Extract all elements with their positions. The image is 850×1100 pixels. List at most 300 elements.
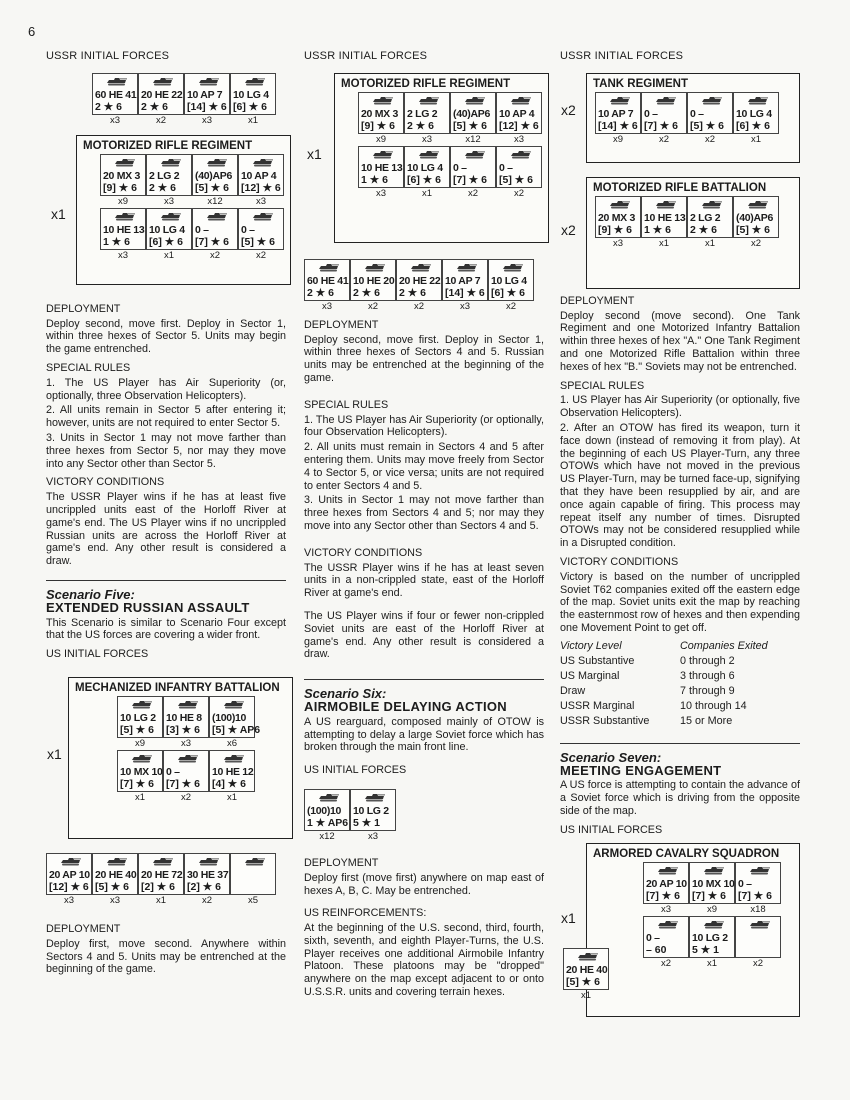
frame-title: MOTORIZED RIFLE BATTALION: [593, 181, 767, 194]
counter-face: [735, 916, 781, 958]
counter-attack-value: 0 –: [690, 107, 704, 120]
counter-attack-value: 10 HE 13: [361, 161, 403, 174]
vehicle-icon: [702, 920, 724, 929]
vehicle-icon: [222, 754, 244, 763]
counter-defense-value: [6] ★ 6: [736, 119, 770, 132]
vehicle-icon: [113, 158, 135, 167]
unit-counter: [230, 853, 276, 907]
counter-multiplier: x1: [247, 114, 259, 126]
counter-attack-value: 0 –: [644, 107, 658, 120]
counter-attack-value: 0 –: [738, 877, 752, 890]
unit-counter: [689, 916, 735, 970]
counter-defense-value: 1 ★ AP6: [307, 816, 349, 829]
special-rule: 2. All units remain in Sector 5 after entering it; however, units are not required to enter Sector 5.: [46, 404, 286, 430]
special-rule: 1. US Player has Air Superiority (or optionally, five Observation Helicopters).: [560, 394, 800, 420]
counter-multiplier: x9: [117, 195, 129, 207]
special-rule: 2. After an OTOW has fired its weapon, turn it face down (instead of removing it from play). At the beginning of each US Player-Turn, any three OTOWs which have not moved in the previous US Player-Turn, may be turned face-up, signifying that they have been resupplied by air, and are once again capable of firing. This process may repeat itself any number of times. Disrupted OTOWs may not be considered resupplied while in a Disrupted condition.: [560, 421, 800, 550]
counter-multiplier: x2: [413, 300, 425, 312]
counter-multiplier: x1: [163, 249, 175, 261]
table-cell: 3 through 6: [680, 669, 735, 682]
unit-counter: [146, 208, 192, 262]
vehicle-icon: [463, 96, 485, 105]
scenario-text: This Scenario is similar to Scenario Four except that the US forces are covering a wider front.: [46, 616, 286, 642]
table-cell: 10 through 14: [680, 699, 747, 712]
unit-counter: [209, 750, 255, 804]
vehicle-icon: [130, 700, 152, 709]
counter-multiplier: x2: [660, 957, 672, 969]
counter-attack-value: 10 AP 4: [499, 107, 535, 120]
vehicle-icon: [746, 200, 768, 209]
table-header: Companies Exited: [680, 639, 768, 652]
vehicle-icon: [130, 754, 152, 763]
counter-multiplier: x9: [706, 903, 718, 915]
counter-multiplier: x1: [421, 187, 433, 199]
vehicle-icon: [700, 200, 722, 209]
counter-attack-value: 10 MX 10: [692, 877, 735, 890]
unit-counter: [735, 862, 781, 916]
counter-attack-value: 10 HE 12: [212, 765, 254, 778]
counter-face: [442, 259, 488, 301]
vehicle-icon: [317, 263, 339, 272]
counter-multiplier: x1: [658, 237, 670, 249]
force-multiplier: x1: [51, 205, 66, 222]
counter-row: [92, 73, 286, 127]
counter-face: [163, 696, 209, 738]
counter-face: [350, 259, 396, 301]
unit-counter: [689, 862, 735, 916]
side-counter-slot: [563, 948, 609, 1002]
vehicle-icon: [409, 263, 431, 272]
counter-multiplier: x3: [375, 187, 387, 199]
vehicle-icon: [654, 200, 676, 209]
heading-ussr-forces: USSR INITIAL FORCES: [304, 50, 428, 62]
counter-face: [100, 208, 146, 250]
deployment-heading: DEPLOYMENT: [46, 922, 121, 935]
counter-multiplier: x1: [704, 237, 716, 249]
table-cell: US Marginal: [560, 669, 620, 682]
unit-counter: [641, 196, 687, 250]
counter-multiplier: x12: [319, 830, 335, 842]
counter-face: [595, 196, 641, 238]
counter-multiplier: x3: [660, 903, 672, 915]
counter-defense-value: 2 ★ 6: [95, 100, 122, 113]
unit-counter: [442, 259, 488, 313]
special-rule: 1. The US Player has Air Superiority (or optionally, four Observation Helicopters).: [304, 413, 544, 439]
reinforcements-text: At the beginning of the U.S. second, third, fourth, sixth, seventh, and eighth Player-Turns, the U.S. Player receives one additional Airmobile Infantry Platoon. These platoons may be "dropped" anywhere on the map except adjacent to or onto U.S.S.R. units and covering terrain hexes.: [304, 922, 544, 999]
column-1: [46, 50, 286, 976]
deployment-text: Deploy first, move second. Anywhere within Sectors 4 and 5. Units may be entrenched at the beginning of the game.: [46, 937, 286, 976]
us-forces-heading: US INITIAL FORCES: [304, 764, 407, 777]
counter-attack-value: 20 HE 22: [399, 274, 441, 287]
counter-defense-value: [7] ★ 6: [646, 889, 680, 902]
vehicle-icon: [371, 96, 393, 105]
counter-defense-value: 1 ★ 6: [644, 223, 671, 236]
vehicle-icon: [455, 263, 477, 272]
unit-counter: [496, 146, 542, 200]
counter-defense-value: 2 ★ 6: [407, 119, 434, 132]
counter-face: [496, 92, 542, 134]
unit-counter: [643, 916, 689, 970]
counter-face: [184, 853, 230, 895]
counter-face: [117, 750, 163, 792]
force-multiplier: x2: [561, 221, 576, 238]
tank-regiment-frame: [561, 73, 800, 163]
counter-attack-value: (100)10: [307, 804, 342, 817]
counter-defense-value: 2 ★ 6: [307, 286, 334, 299]
column-2: [304, 50, 544, 999]
special-rules-heading: SPECIAL RULES: [304, 398, 389, 411]
counter-face: [396, 259, 442, 301]
vehicle-icon: [363, 793, 385, 802]
counter-face: [358, 92, 404, 134]
frame-title: MOTORIZED RIFLE REGIMENT: [341, 77, 511, 90]
scenario-label: Scenario Five:: [46, 586, 135, 602]
counter-attack-value: 0 –: [499, 161, 513, 174]
counter-defense-value: [3] ★ 6: [166, 723, 200, 736]
counter-multiplier: x2: [155, 114, 167, 126]
us-forces-heading: US INITIAL FORCES: [46, 648, 149, 661]
unit-counter: [184, 73, 230, 127]
counter-attack-value: 30 HE 37: [187, 868, 229, 881]
counter-attack-value: 10 LG 2: [353, 804, 389, 817]
counter-defense-value: [7] ★ 6: [166, 777, 200, 790]
counter-face: [117, 696, 163, 738]
unit-counter: [358, 146, 404, 200]
counter-face: [689, 916, 735, 958]
counter-defense-value: [14] ★ 6: [445, 286, 485, 299]
scenario-label: Scenario Six:: [304, 686, 387, 702]
table-header: Victory Level: [560, 639, 622, 652]
unit-counter: [643, 862, 689, 916]
vehicle-icon: [748, 866, 770, 875]
unit-counter: [687, 196, 733, 250]
vehicle-icon: [463, 150, 485, 159]
counter-attack-value: 10 AP 7: [598, 107, 634, 120]
vehicle-icon: [176, 700, 198, 709]
unit-counter: [404, 146, 450, 200]
counter-attack-value: 20 HE 40: [566, 963, 608, 976]
counter-multiplier: x3: [612, 237, 624, 249]
counter-face: [304, 259, 350, 301]
counter-attack-value: 10 AP 4: [241, 169, 277, 182]
unit-counter: [733, 196, 779, 250]
heading-ussr-forces: USSR INITIAL FORCES: [560, 50, 684, 62]
counter-face: [641, 196, 687, 238]
counter-face: [450, 92, 496, 134]
deployment-heading: DEPLOYMENT: [46, 302, 121, 315]
counter-grid: [595, 196, 795, 250]
counter-grid: [595, 92, 795, 146]
counter-defense-value: [7] ★ 6: [120, 777, 154, 790]
vehicle-icon: [197, 857, 219, 866]
counter-defense-value: [5] ★ 6: [453, 119, 487, 132]
counter-multiplier: x2: [752, 957, 764, 969]
force-multiplier: x1: [561, 909, 576, 926]
counter-attack-value: 0 –: [166, 765, 180, 778]
scenario-title: AIRMOBILE DELAYING ACTION: [304, 698, 507, 714]
counter-face: [450, 146, 496, 188]
counter-defense-value: [4] ★ 6: [212, 777, 246, 790]
counter-face: [733, 92, 779, 134]
page-number: 6: [28, 24, 36, 39]
counter-face: [643, 862, 689, 904]
counter-multiplier: x6: [226, 737, 238, 749]
victory-table: [560, 639, 800, 729]
counter-attack-value: 0 –: [195, 223, 209, 236]
counter-grid: [117, 696, 261, 804]
counter-attack-value: 10 MX 10: [120, 765, 163, 778]
counter-face: [595, 92, 641, 134]
counter-defense-value: [12] ★ 6: [499, 119, 539, 132]
counter-face: [358, 146, 404, 188]
counter-multiplier: x2: [467, 187, 479, 199]
unit-counter: [192, 154, 238, 208]
unit-counter: [450, 92, 496, 146]
counter-face: [192, 154, 238, 196]
unit-counter: [595, 92, 641, 146]
scenario-title: EXTENDED RUSSIAN ASSAULT: [46, 599, 250, 615]
table-cell: Draw: [560, 684, 586, 697]
table-cell: US Substantive: [560, 654, 635, 667]
vehicle-icon: [113, 212, 135, 221]
vehicle-icon: [159, 212, 181, 221]
unit-counter: [238, 154, 284, 208]
counter-defense-value: [14] ★ 6: [187, 100, 227, 113]
vehicle-icon: [105, 857, 127, 866]
vehicle-icon: [509, 150, 531, 159]
counter-attack-value: 20 HE 22: [141, 88, 183, 101]
deployment-heading: DEPLOYMENT: [304, 856, 379, 869]
table-cell: USSR Substantive: [560, 714, 650, 727]
counter-face: [146, 208, 192, 250]
unit-counter: [117, 750, 163, 804]
counter-face: [687, 196, 733, 238]
counter-multiplier: x3: [109, 114, 121, 126]
victory-heading: VICTORY CONDITIONS: [560, 555, 679, 568]
counter-defense-value: [5] ★ 6: [241, 235, 275, 248]
unit-counter: [404, 92, 450, 146]
counter-defense-value: [12] ★ 6: [241, 181, 281, 194]
victory-text: Victory is based on the number of uncrippled Soviet T62 companies exited off the eastern edge of the map. Soviet units exit the map by reaching the easternmost row of hexes and then expending one Movement Point to get off.: [560, 570, 800, 634]
counter-face: [138, 853, 184, 895]
counter-attack-value: (100)10: [212, 711, 247, 724]
vehicle-icon: [501, 263, 523, 272]
counter-face: [46, 853, 92, 895]
unit-counter: [92, 853, 138, 907]
vehicle-icon: [251, 158, 273, 167]
frame-title: MOTORIZED RIFLE REGIMENT: [83, 139, 253, 152]
table-cell: 7 through 9: [680, 684, 735, 697]
counter-attack-value: 20 HE 40: [95, 868, 137, 881]
counter-row: [304, 789, 544, 843]
counter-multiplier: x5: [247, 894, 259, 906]
vehicle-icon: [748, 920, 770, 929]
vehicle-icon: [205, 158, 227, 167]
counter-attack-value: 10 LG 2: [692, 931, 728, 944]
vehicle-icon: [417, 150, 439, 159]
special-rule: 3. Units in Sector 1 may not move farther than three hexes from Sector 5, nor may they move into any Sector other than Sector 5.: [46, 431, 286, 470]
deployment-text: Deploy first (move first) anywhere on map east of hexes A, B, C. May be entrenched.: [304, 871, 544, 897]
vehicle-icon: [656, 920, 678, 929]
special-rules-heading: SPECIAL RULES: [560, 379, 645, 392]
unit-counter: [100, 154, 146, 208]
unit-counter: [184, 853, 230, 907]
counter-multiplier: x9: [375, 133, 387, 145]
counter-attack-value: 20 HE 72: [141, 868, 183, 881]
counter-face: [238, 208, 284, 250]
counter-face: [643, 916, 689, 958]
counter-face: [209, 696, 261, 738]
counter-attack-value: (40)AP6: [195, 169, 232, 182]
vehicle-icon: [251, 212, 273, 221]
counter-defense-value: [6] ★ 6: [407, 173, 441, 186]
counter-multiplier: x2: [367, 300, 379, 312]
scenario-text: A US rearguard, composed mainly of OTOW is attempting to delay a large Soviet force which has broken through the main front line.: [304, 715, 544, 754]
table-cell: 0 through 2: [680, 654, 735, 667]
vehicle-icon: [654, 96, 676, 105]
counter-attack-value: 10 LG 4: [407, 161, 443, 174]
unit-counter: [146, 154, 192, 208]
divider: [46, 580, 286, 581]
deployment-text: Deploy second (move second). One Tank Regiment and one Motorized Infantry Battalion within three hexes of hex "A." One Tank Regiment and one Motorized Rifle Battalion within three hexes of hex "B." Soviets may not be entrenched.: [560, 309, 800, 373]
counter-multiplier: x3: [513, 133, 525, 145]
counter-defense-value: 2 ★ 6: [353, 286, 380, 299]
divider: [560, 743, 800, 744]
counter-multiplier: x1: [134, 791, 146, 803]
vehicle-icon: [702, 866, 724, 875]
counter-defense-value: 2 ★ 6: [149, 181, 176, 194]
counter-multiplier: x2: [180, 791, 192, 803]
counter-attack-value: 2 LG 2: [407, 107, 438, 120]
scenario-text: A US force is attempting to contain the advance of a Soviet force which is driving from the opposite side of the map.: [560, 779, 800, 817]
counter-defense-value: [9] ★ 6: [103, 181, 137, 194]
unit-counter: [358, 92, 404, 146]
counter-face: [735, 862, 781, 904]
counter-defense-value: [5] ★ 6: [690, 119, 724, 132]
force-multiplier: x1: [47, 745, 62, 762]
motorized-rifle-battalion-frame: [561, 177, 800, 289]
unit-counter: [192, 208, 238, 262]
vehicle-icon: [151, 77, 173, 86]
counter-defense-value: [5] ★ 6: [499, 173, 533, 186]
counter-face: [230, 853, 276, 895]
counter-attack-value: 10 LG 4: [233, 88, 269, 101]
counter-defense-value: [6] ★ 6: [491, 286, 525, 299]
scenario-label: Scenario Seven:: [560, 749, 662, 765]
mechanized-infantry-frame: [47, 677, 293, 839]
counter-attack-value: 10 HE 13: [103, 223, 145, 236]
vehicle-icon: [159, 158, 181, 167]
counter-defense-value: 2 ★ 6: [141, 100, 168, 113]
vehicle-icon: [197, 77, 219, 86]
counter-multiplier: x2: [505, 300, 517, 312]
counter-attack-value: 20 MX 3: [103, 169, 141, 182]
counter-attack-value: 0 –: [646, 931, 660, 944]
counter-face: [496, 146, 542, 188]
counter-attack-value: (40)AP6: [736, 211, 773, 224]
counter-defense-value: [12] ★ 6: [49, 880, 89, 893]
unit-counter: [304, 789, 350, 843]
counter-face: [209, 750, 255, 792]
vehicle-icon: [59, 857, 81, 866]
unit-counter: [450, 146, 496, 200]
counter-multiplier: x3: [321, 300, 333, 312]
counter-defense-value: [2] ★ 6: [187, 880, 221, 893]
unit-counter: [687, 92, 733, 146]
counter-defense-value: [7] ★ 6: [692, 889, 726, 902]
counter-attack-value: 0 –: [241, 223, 255, 236]
deployment-heading: DEPLOYMENT: [560, 294, 635, 307]
counter-attack-value: 10 AP 7: [187, 88, 223, 101]
counter-face: [163, 750, 209, 792]
counter-multiplier: x3: [421, 133, 433, 145]
vehicle-icon: [576, 952, 598, 961]
unit-counter: [595, 196, 641, 250]
deployment-text: Deploy second, move first. Deploy in Sector 1, within three hexes of Sector 5. Units may begin the game entrenched.: [46, 317, 286, 356]
frame-title: TANK REGIMENT: [593, 77, 688, 90]
counter-defense-value: [7] ★ 6: [644, 119, 678, 132]
divider: [304, 679, 544, 680]
counter-defense-value: 5 ★ 1: [353, 816, 380, 829]
frame-title: ARMORED CAVALRY SQUADRON: [593, 847, 780, 860]
counter-multiplier: x2: [201, 894, 213, 906]
motorized-rifle-regiment-frame: [51, 135, 291, 285]
unit-counter: [138, 73, 184, 127]
special-rules-heading: SPECIAL RULES: [46, 361, 131, 374]
force-multiplier: x2: [561, 101, 576, 118]
counter-defense-value: [7] ★ 6: [738, 889, 772, 902]
unit-counter: [138, 853, 184, 907]
unit-counter: [488, 259, 534, 313]
vehicle-icon: [243, 857, 265, 866]
unit-counter: [100, 208, 146, 262]
counter-face: [138, 73, 184, 115]
counter-multiplier: x9: [612, 133, 624, 145]
counter-face: [230, 73, 276, 115]
counter-defense-value: [9] ★ 6: [598, 223, 632, 236]
special-rule: 1. The US Player has Air Superiority (or, optionally, three Observation Helicopters).: [46, 376, 286, 402]
counter-attack-value: 60 HE 41: [307, 274, 349, 287]
counter-defense-value: [5] ★ 6: [736, 223, 770, 236]
counter-multiplier: x2: [255, 249, 267, 261]
us-forces-heading: US INITIAL FORCES: [560, 823, 663, 836]
counter-defense-value: [6] ★ 6: [149, 235, 183, 248]
counter-attack-value: 20 AP 10: [49, 868, 90, 881]
counter-row: [46, 853, 286, 907]
counter-defense-value: 5 ★ 1: [692, 943, 719, 956]
counter-defense-value: 2 ★ 6: [690, 223, 717, 236]
counter-multiplier: x9: [134, 737, 146, 749]
unit-counter: [230, 73, 276, 127]
counter-multiplier: x2: [658, 133, 670, 145]
counter-defense-value: [5] ★ 6: [120, 723, 154, 736]
counter-face: [92, 853, 138, 895]
victory-text-2: The US Player wins if four or fewer non-crippled Soviet units are east of the Horloff River at game's end. Any other result is considered a draw.: [304, 609, 544, 661]
unit-counter: [496, 92, 542, 146]
unit-counter: [163, 696, 209, 750]
counter-attack-value: 2 LG 2: [149, 169, 180, 182]
counter-attack-value: 20 MX 3: [598, 211, 636, 224]
armored-cavalry-frame: [561, 843, 800, 1017]
counter-multiplier: x3: [180, 737, 192, 749]
counter-multiplier: x3: [367, 830, 379, 842]
counter-face: [304, 789, 350, 831]
counter-row: [304, 259, 544, 313]
vehicle-icon: [608, 96, 630, 105]
victory-text: The USSR Player wins if he has at least seven units in a non-crippled state, east of the Horloff River at game's end.: [304, 561, 544, 600]
counter-attack-value: 10 LG 4: [491, 274, 527, 287]
vehicle-icon: [243, 77, 265, 86]
